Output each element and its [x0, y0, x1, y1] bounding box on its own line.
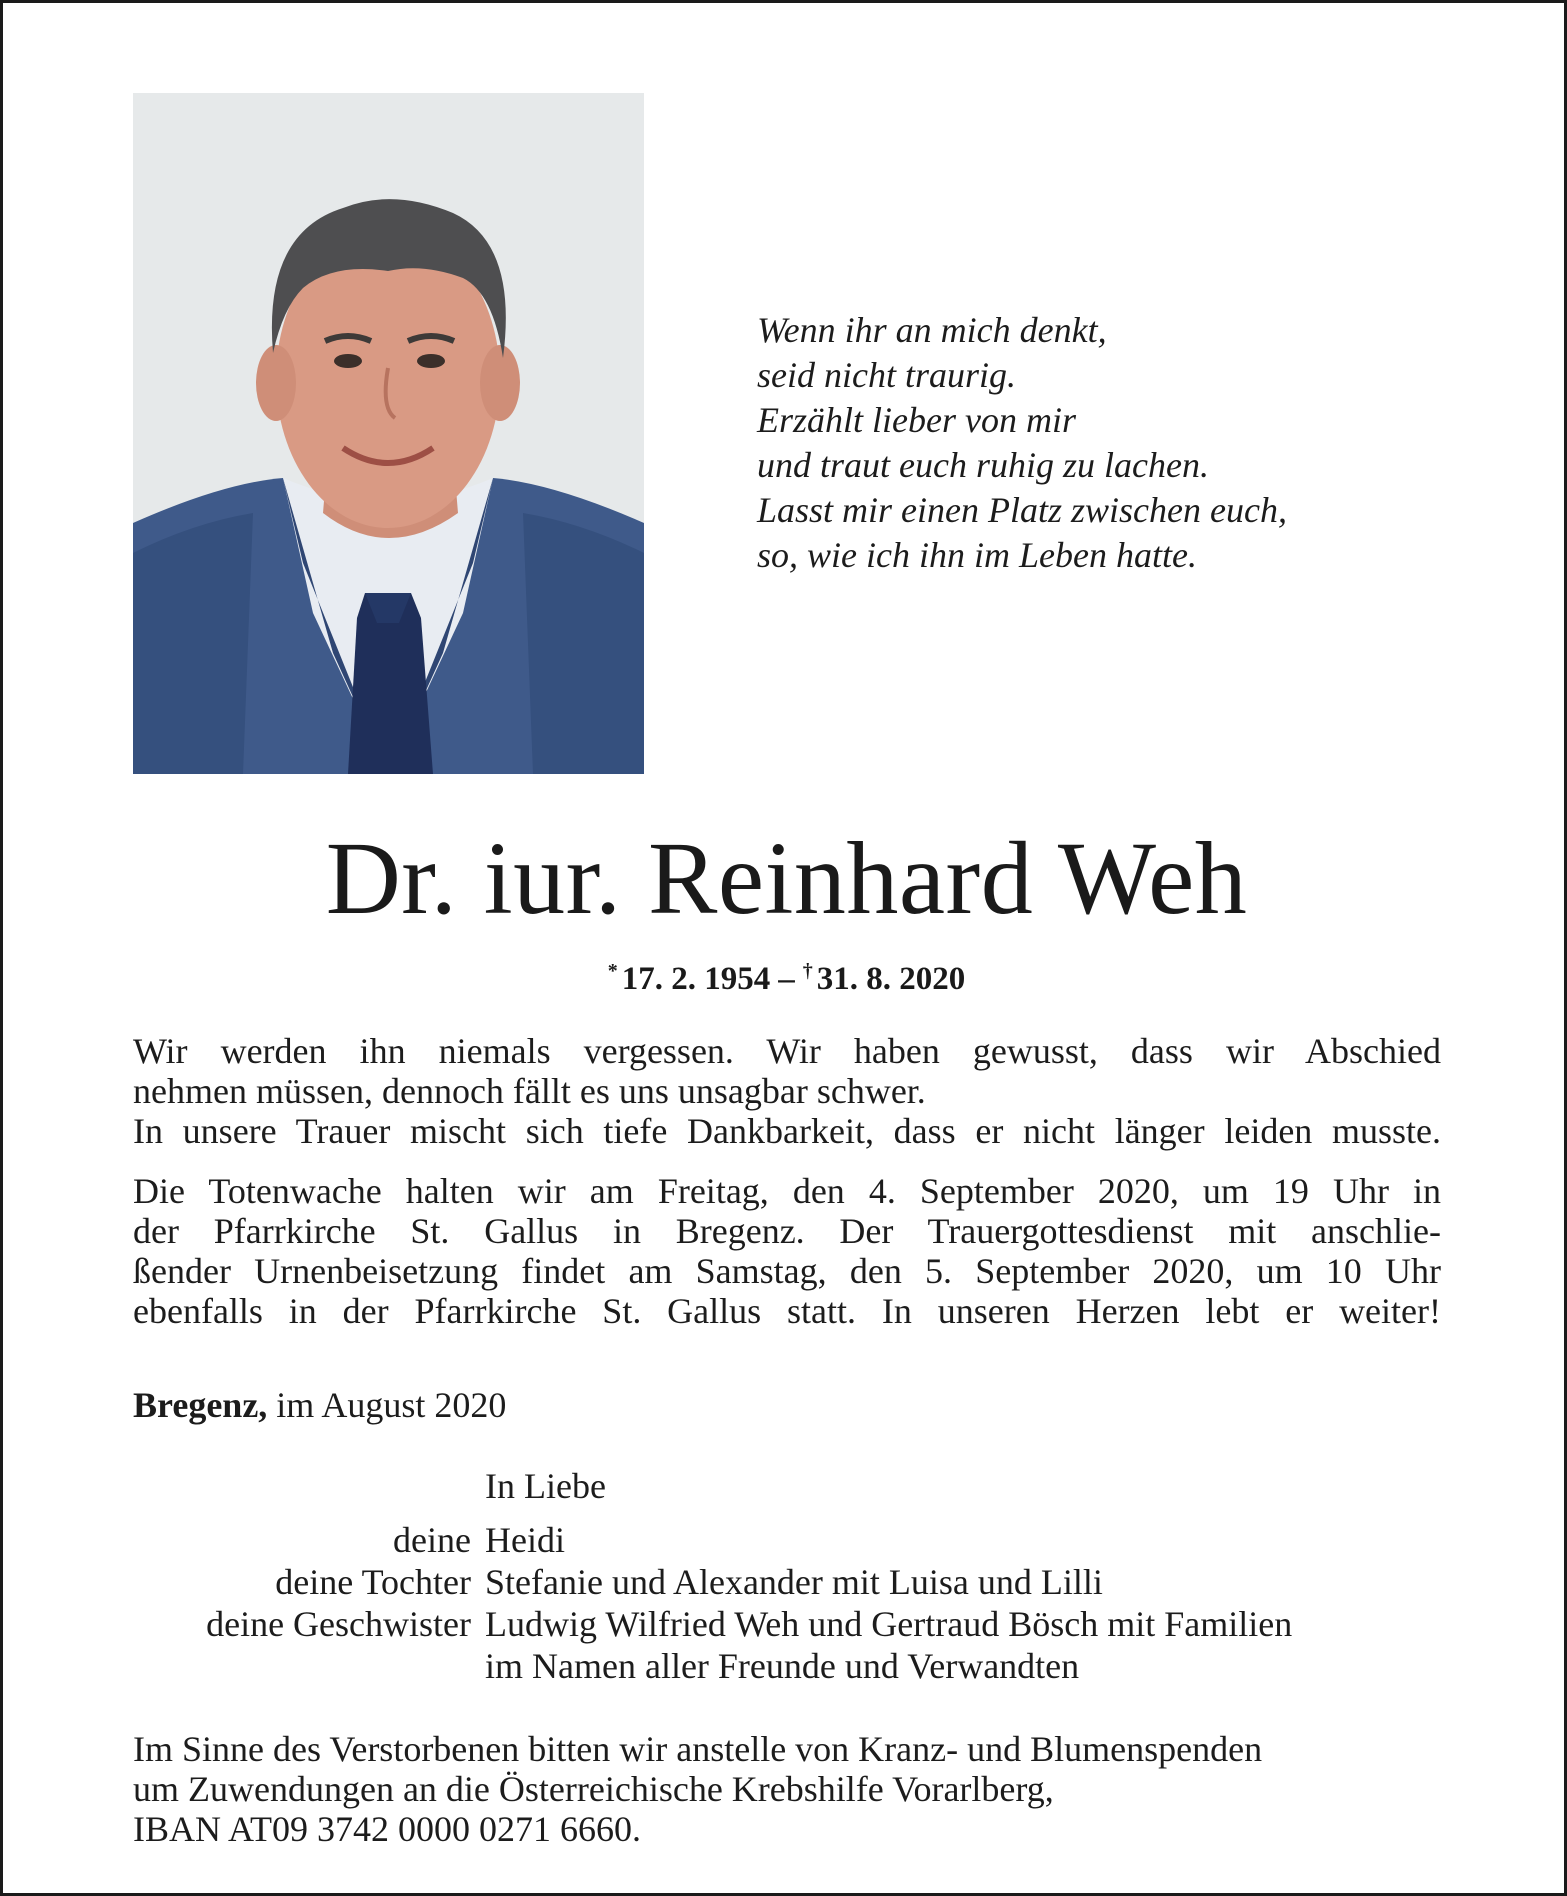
- place-date: im August 2020: [276, 1385, 507, 1425]
- poem-line: seid nicht traurig.: [757, 355, 1016, 395]
- birth-symbol: *: [607, 960, 618, 982]
- signature-label: deine Tochter: [275, 1562, 471, 1602]
- signature-closing: im Namen aller Freunde und Verwandten: [485, 1646, 1080, 1686]
- signature-row: [3, 1561, 1567, 1603]
- life-dates: [3, 949, 1567, 1001]
- poem-line: Lasst mir einen Platz zwischen euch,: [757, 490, 1287, 530]
- signature-names: Ludwig Wilfried Weh und Gertraud Bösch mit Familien: [485, 1604, 1293, 1644]
- paragraph-farewell: [133, 1031, 1441, 1151]
- place-city: Bregenz,: [133, 1385, 268, 1425]
- paragraph-line: Die Totenwache halten wir am Freitag, den 4. September 2020, um 19 Uhr in: [133, 1171, 1441, 1211]
- paragraph-line: ebenfalls in der Pfarrkirche St. Gallus statt. In unseren Herzen lebt er weiter!: [133, 1291, 1441, 1331]
- poem: [757, 308, 1287, 578]
- poem-line: Wenn ihr an mich denkt,: [757, 310, 1107, 350]
- signature-label: deine: [393, 1520, 471, 1560]
- signature-row: [3, 1603, 1567, 1645]
- paragraph-line: Im Sinne des Verstorbenen bitten wir anstelle von Kranz- und Blumenspenden: [133, 1729, 1263, 1769]
- place-and-date: [133, 1385, 506, 1425]
- paragraph-line: der Pfarrkirche St. Gallus in Bregenz. Der Trauergottesdienst mit anschlie-: [133, 1211, 1441, 1251]
- paragraph-line: ßender Urnenbeisetzung findet am Samstag, den 5. September 2020, um 10 Uhr: [133, 1251, 1441, 1291]
- death-symbol: †: [802, 960, 813, 982]
- poem-line: und traut euch ruhig zu lachen.: [757, 445, 1209, 485]
- signature-label: deine Geschwister: [206, 1604, 471, 1644]
- poem-line: Erzählt lieber von mir: [757, 400, 1076, 440]
- death-date: 31. 8. 2020: [816, 961, 966, 997]
- signatures: [3, 1465, 1567, 1687]
- poem-line: so, wie ich ihn im Leben hatte.: [757, 535, 1197, 575]
- signature-names: Stefanie und Alexander mit Luisa und Lilli: [485, 1562, 1103, 1602]
- date-separator: –: [778, 961, 795, 997]
- paragraph-service-details: [133, 1171, 1441, 1331]
- deceased-name: Dr. iur. Reinhard Weh: [325, 821, 1248, 936]
- portrait-photo: [133, 93, 644, 774]
- paragraph-line: In unsere Trauer mischt sich tiefe Dankbarkeit, dass er nicht länger leiden musste.: [133, 1111, 1441, 1151]
- paragraph-donation: [133, 1729, 1441, 1849]
- paragraph-line: Wir werden ihn niemals vergessen. Wir haben gewusst, dass wir Abschied: [133, 1031, 1441, 1071]
- signature-names: Heidi: [485, 1520, 565, 1560]
- portrait-illustration: [133, 93, 644, 774]
- birth-date: 17. 2. 1954: [621, 961, 771, 997]
- signature-intro: In Liebe: [485, 1466, 606, 1506]
- paragraph-line: nehmen müssen, dennoch fällt es uns unsagbar schwer.: [133, 1071, 926, 1111]
- signature-row: [3, 1519, 1567, 1561]
- signature-row: [3, 1645, 1567, 1687]
- paragraph-line: um Zuwendungen an die Österreichische Krebshilfe Vorarlberg,: [133, 1769, 1054, 1809]
- paragraph-line: IBAN AT09 3742 0000 0271 6660.: [133, 1809, 642, 1849]
